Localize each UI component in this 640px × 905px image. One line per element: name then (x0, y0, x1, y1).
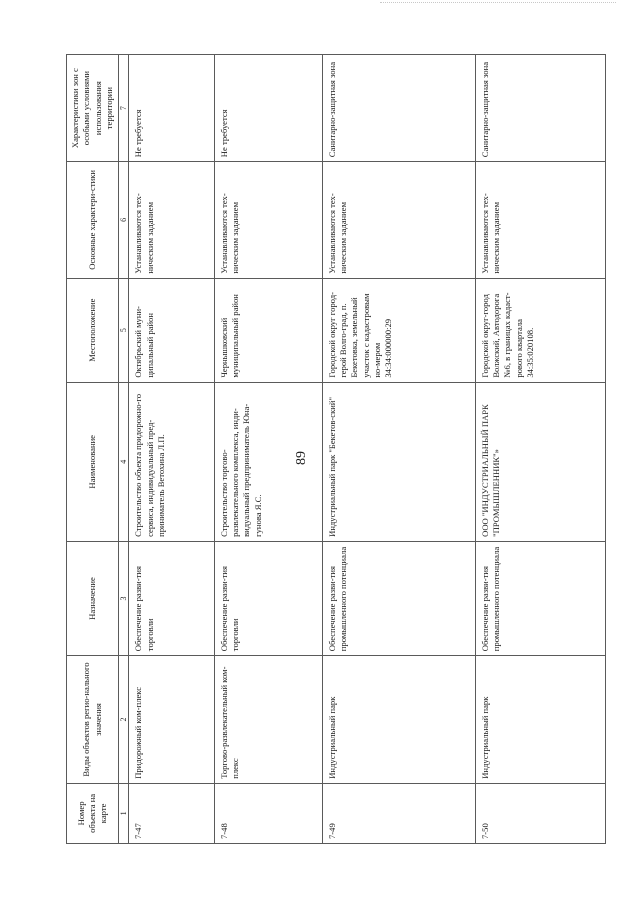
cell-purpose: Обеспечение разви-тия торговли (214, 541, 322, 655)
table-row (214, 55, 322, 844)
header-zones: Характеристики зон с особыми условиями использования территории (67, 55, 119, 162)
scan-top-marks (380, 2, 616, 3)
cell-type: Индустриальный парк (475, 656, 605, 784)
rotated-table-container (66, 54, 606, 844)
column-number: 5 (119, 278, 129, 382)
cell-characteristics: Устанавливаются тех-ническим заданием (475, 162, 605, 278)
column-number: 7 (119, 55, 129, 162)
column-number: 3 (119, 541, 129, 655)
cell-characteristics: Устанавливаются тех-ническим заданием (322, 162, 475, 278)
cell-name: ООО "ИНДУСТРИАЛЬНЫЙ ПАРК "ПРОМЫШЛЕННИК"» (475, 382, 605, 541)
cell-location: Городской округ город-герой Волго-град, п. Бекетовка, земельный участок с кадастровым но-мером 34:34:000000:29 (322, 278, 475, 382)
objects-table (66, 54, 606, 844)
cell-zones: Санитарно-защитная зона (322, 55, 475, 162)
cell-number: 7-49 (322, 783, 475, 843)
cell-characteristics: Устанавливаются тех-ническим заданием (129, 162, 214, 278)
column-number-row (119, 55, 129, 844)
table-row (475, 55, 605, 844)
cell-purpose: Обеспечение разви-тия промышленного потенциала (475, 541, 605, 655)
cell-zones: Не требуется (214, 55, 322, 162)
cell-location: Октябрьский муни-ципальный район (129, 278, 214, 382)
table-body (129, 55, 606, 844)
column-number: 2 (119, 656, 129, 784)
cell-purpose: Обеспечение разви-тия промышленного потенциала (322, 541, 475, 655)
header-number: Номер объекта на карте (67, 783, 119, 843)
cell-location: Чернышковский муниципальный район (214, 278, 322, 382)
cell-zones: Санитарно-защитная зона (475, 55, 605, 162)
table-row (322, 55, 475, 844)
column-number: 1 (119, 783, 129, 843)
cell-type: Индустриальный парк (322, 656, 475, 784)
table-header (67, 55, 129, 844)
cell-name: Строительство объекта придорожно-го сервиса, индивидуальный пред-приниматель Ветохина Л.П. (129, 382, 214, 541)
page-number: 89 (294, 451, 309, 465)
cell-number: 7-50 (475, 783, 605, 843)
cell-number: 7-48 (214, 783, 322, 843)
header-name: Наименование (67, 382, 119, 541)
header-row (67, 55, 119, 844)
cell-purpose: Обеспечение разви-тия торговли (129, 541, 214, 655)
cell-location: Городской округ-город Волжский, Автодорога №6, в границах кадаст-рового квартала 34:35:020108. (475, 278, 605, 382)
cell-zones: Не требуется (129, 55, 214, 162)
table-row (129, 55, 214, 844)
cell-name: Индустриальный парк "Бекетов-ский" (322, 382, 475, 541)
header-type: Виды объектов регио-нального значения (67, 656, 119, 784)
column-number: 6 (119, 162, 129, 278)
header-purpose: Назначение (67, 541, 119, 655)
cell-type: Торгово-развлекательный ком-плекс (214, 656, 322, 784)
cell-type: Придорожный ком-плекс (129, 656, 214, 784)
cell-name: Строительство торгово-развлекательного комплекса, инди-видуальный предприниматель Юна-гунова Я.С. (214, 382, 322, 541)
header-characteristics: Основные характери-стики (67, 162, 119, 278)
cell-characteristics: Устанавливаются тех-ническим заданием (214, 162, 322, 278)
header-location: Местоположение (67, 278, 119, 382)
cell-number: 7-47 (129, 783, 214, 843)
column-number: 4 (119, 382, 129, 541)
